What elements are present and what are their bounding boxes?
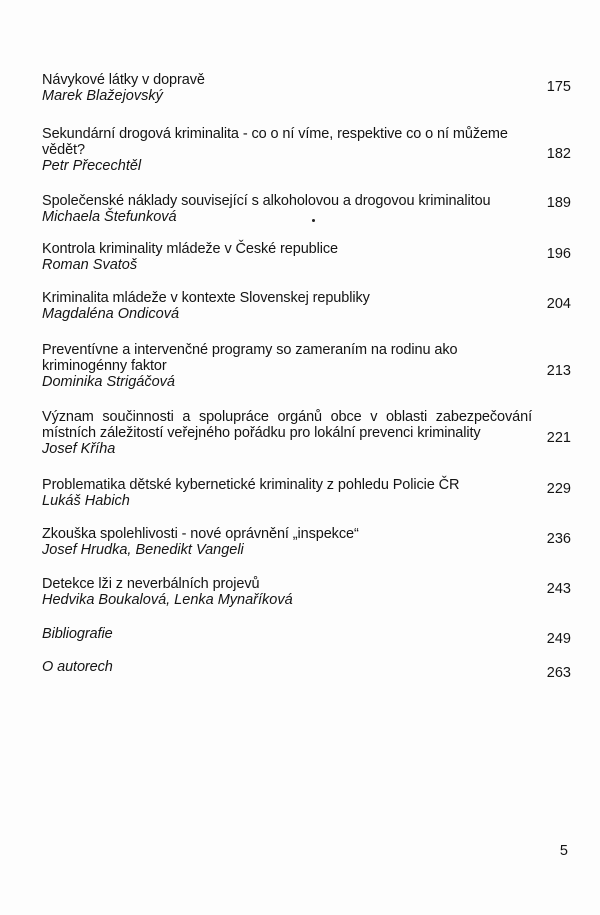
toc-entry-title: Bibliografie — [42, 626, 113, 642]
toc-page-number: 204 — [546, 296, 571, 312]
toc-entry — [42, 659, 532, 675]
toc-entry — [42, 290, 532, 322]
toc-page-number: 229 — [546, 481, 571, 497]
toc-page-number: 189 — [546, 195, 571, 211]
toc-entry-title: Sekundární drogová kriminalita - co o ní víme, respektive co o ní můžeme vědět? — [42, 126, 508, 158]
page-folio: 5 — [559, 843, 568, 859]
toc-page-number: 236 — [546, 531, 571, 547]
toc-page-number: 243 — [546, 581, 571, 597]
ink-speck — [312, 219, 315, 222]
toc-entry-title: Kontrola kriminality mládeže v České republice — [42, 241, 338, 257]
toc-entry — [42, 626, 532, 642]
toc-entry — [42, 409, 532, 457]
toc-page-number: 263 — [546, 665, 571, 681]
toc-entry-title: Kriminalita mládeže v kontexte Slovenskej republiky — [42, 290, 370, 306]
toc-entry — [42, 477, 532, 509]
toc-entry-author: Marek Blažejovský — [42, 88, 163, 104]
toc-entry-title: Detekce lži z neverbálních projevů — [42, 576, 260, 592]
toc-entry-author: Hedvika Boukalová, Lenka Mynaříková — [42, 592, 293, 608]
toc-entry — [42, 126, 527, 174]
toc-entry-title: Preventívne a intervenčné programy so zameraním na rodinu ako kriminogénny faktor — [42, 342, 458, 374]
toc-entry-title: Zkouška spolehlivosti - nové oprávnění „inspekce“ — [42, 526, 359, 542]
toc-entry-title: O autorech — [42, 659, 113, 675]
toc-entry-author: Petr Přecechtěl — [42, 158, 142, 174]
toc-entry — [42, 241, 532, 273]
toc-entry-author: Roman Svatoš — [42, 257, 138, 273]
toc-entry-title: Návykové látky v dopravě — [42, 72, 205, 88]
toc-entry — [42, 526, 532, 558]
toc-entry-author: Michaela Štefunková — [42, 209, 177, 225]
toc-page-number: 221 — [546, 430, 571, 446]
toc-entry-author: Magdaléna Ondicová — [42, 306, 180, 322]
toc-entry — [42, 342, 512, 390]
toc-page-number: 182 — [546, 146, 571, 162]
toc-entry — [42, 576, 532, 608]
toc-entry-author: Josef Kříha — [42, 441, 116, 457]
toc-page-number: 249 — [546, 631, 571, 647]
toc-entry — [42, 72, 532, 104]
toc-entry-title: Společenské náklady související s alkoholovou a drogovou kriminalitou — [42, 193, 491, 209]
toc-entry-author: Lukáš Habich — [42, 493, 130, 509]
toc-page-number: 213 — [546, 363, 571, 379]
toc-page-number: 175 — [546, 79, 571, 95]
toc-entry-title: Význam součinnosti a spolupráce orgánů obce v oblasti zabezpečování místních záležitostí veřejného pořádku pro lokální prevenci kriminality — [42, 409, 532, 441]
toc-page-number: 196 — [546, 246, 571, 262]
toc-entry-title: Problematika dětské kybernetické kriminality z pohledu Policie ČR — [42, 477, 460, 493]
toc-entry-author: Dominika Strigáčová — [42, 374, 175, 390]
toc-entry-author: Josef Hrudka, Benedikt Vangeli — [42, 542, 244, 558]
toc-entry — [42, 193, 532, 225]
